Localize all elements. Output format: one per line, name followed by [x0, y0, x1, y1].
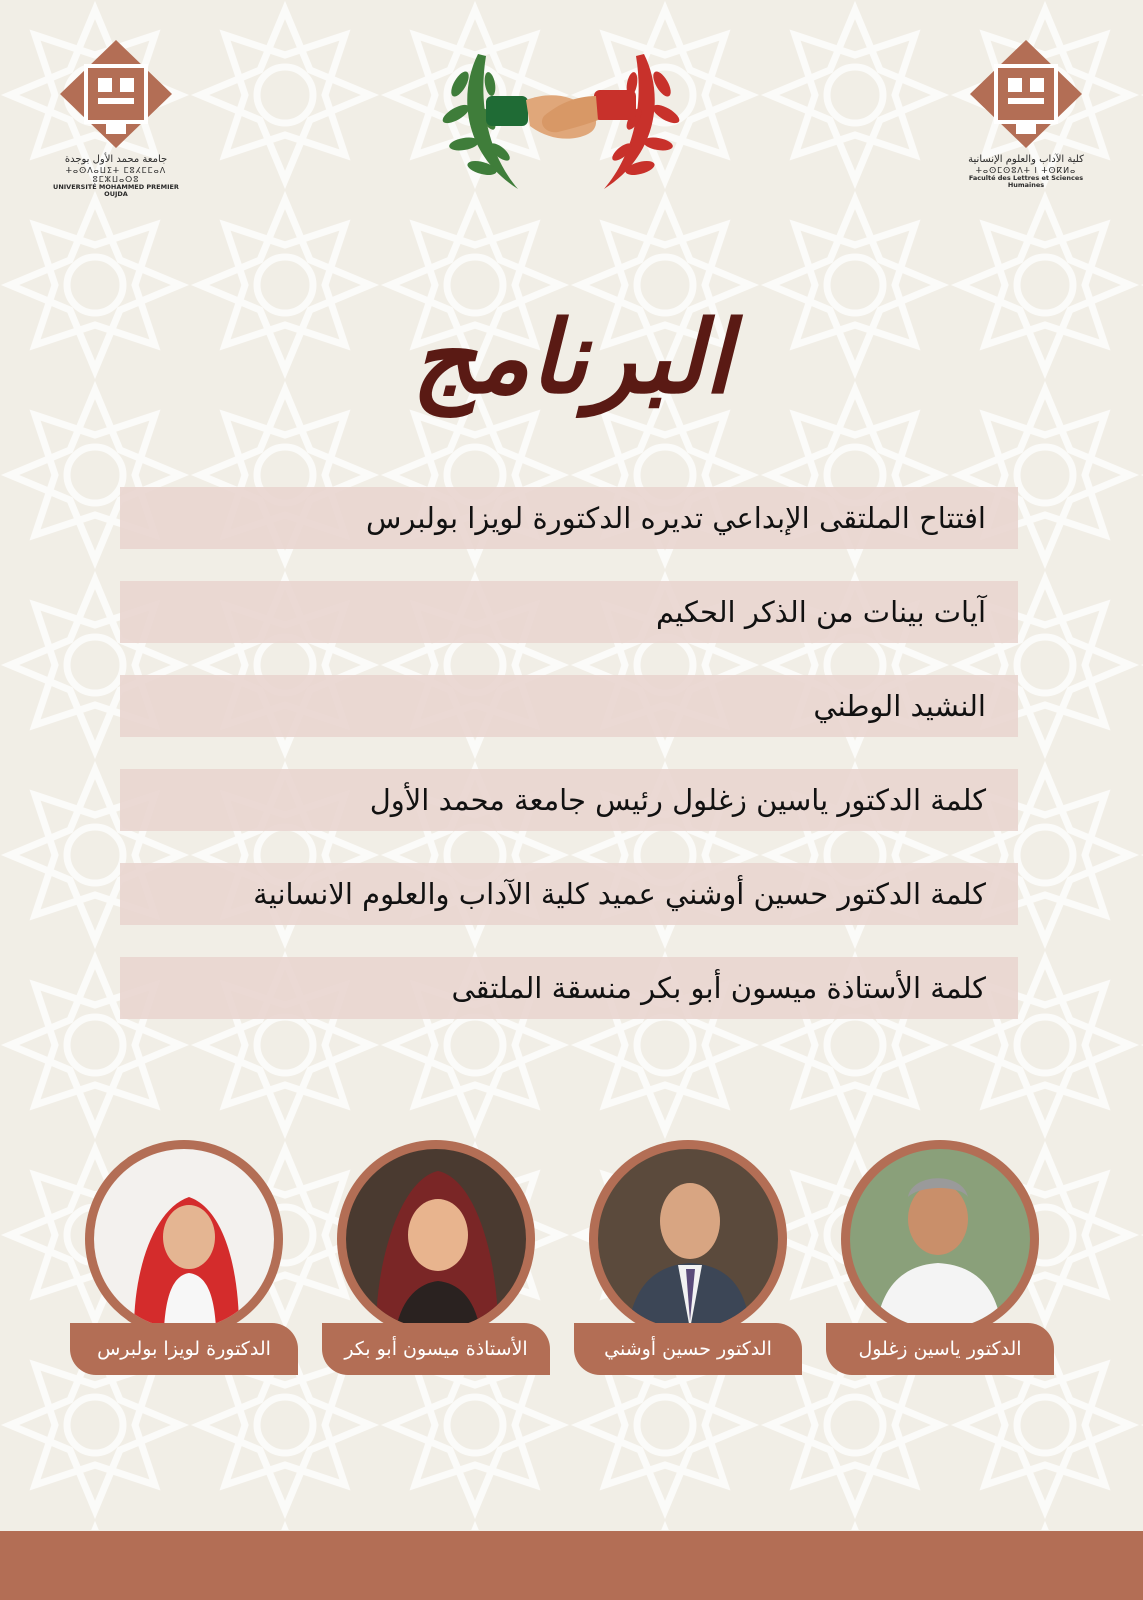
university-name-tifinagh: ⵜⴰⵙⴷⴰⵡⵉⵜ ⵎⵓⵃⵎⵎⴰⴷ ⵓⵎⵣⵡⴰⵔⵓ [65, 165, 167, 184]
speaker-photo-icon [94, 1149, 274, 1329]
page-title: البرنامج [411, 298, 732, 416]
program-item: النشيد الوطني [120, 675, 1018, 737]
speaker-name-tag: الدكتور ياسين زغلول [826, 1323, 1054, 1375]
program-item: افتتاح الملتقى الإبداعي تديره الدكتورة لويزا بولبرس [120, 487, 1018, 549]
speaker-portrait [589, 1140, 787, 1338]
speaker-portrait [337, 1140, 535, 1338]
faculty-name-fr: Faculté des Lettres et Sciences Humaines [968, 173, 1084, 190]
university-emblem-icon [46, 36, 186, 154]
faculty-name-tifinagh: ⵜⴰⵙⵎⵙⵓⴷⵜ ⵏ ⵜⵙⴽⵍⴰ [975, 165, 1077, 175]
speaker-name-tag: الدكتورة لويزا بولبرس [70, 1323, 298, 1375]
speaker-card [574, 1140, 802, 1390]
handshake-laurel-icon [438, 44, 684, 200]
speaker-card [826, 1140, 1054, 1390]
program-item: آيات بينات من الذكر الحكيم [120, 581, 1018, 643]
speaker-name-tag: الدكتور حسين أوشني [574, 1323, 802, 1375]
speaker-card [322, 1140, 550, 1390]
speaker-card [70, 1140, 298, 1390]
speakers-row [70, 1140, 1070, 1390]
faculty-name-ar: كلية الآداب والعلوم الإنسانية [968, 154, 1084, 165]
speaker-name-tag: الأستاذة ميسون أبو بكر [322, 1323, 550, 1375]
program-item: كلمة الأستاذة ميسون أبو بكر منسقة الملتقى [120, 957, 1018, 1019]
footer-bar [0, 1531, 1143, 1600]
speaker-photo-icon [598, 1149, 778, 1329]
faculty-logo [956, 36, 1096, 196]
speaker-portrait [841, 1140, 1039, 1338]
program-list [120, 487, 1018, 1051]
university-name-ar: جامعة محمد الأول بوجدة [64, 154, 168, 165]
program-item: كلمة الدكتور ياسين زغلول رئيس جامعة محمد الأول [120, 769, 1018, 831]
speaker-photo-icon [346, 1149, 526, 1329]
faculty-emblem-icon [956, 36, 1096, 154]
university-name-fr: UNIVERSITÉ MOHAMMED PREMIER OUJDA [53, 182, 179, 199]
program-item: كلمة الدكتور حسين أوشني عميد كلية الآداب والعلوم الانسانية [120, 863, 1018, 925]
speaker-photo-icon [850, 1149, 1030, 1329]
university-logo [46, 36, 186, 199]
speaker-portrait [85, 1140, 283, 1338]
